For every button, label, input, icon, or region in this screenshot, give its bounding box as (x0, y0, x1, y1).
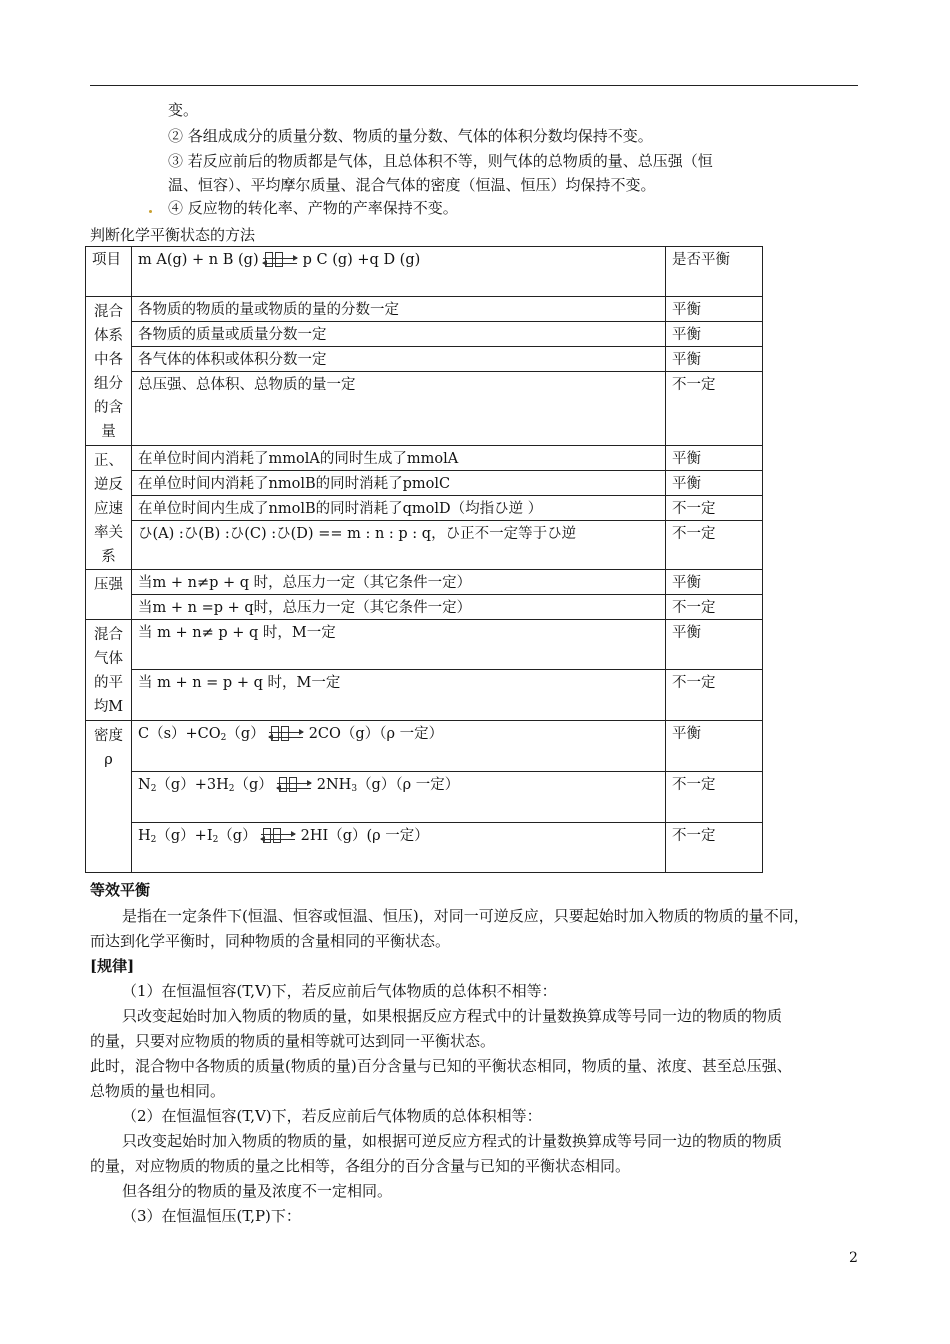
formula-part: （g） (218, 828, 257, 844)
header-rule (90, 85, 858, 86)
table-row (86, 297, 763, 322)
table-title: 判断化学平衡状态的方法 (90, 226, 256, 244)
table-row (86, 496, 763, 521)
formula-part: （g）+I (156, 828, 213, 844)
header-item: 项目 (86, 247, 132, 297)
equilibrium-judgement-table (85, 246, 763, 873)
definition-text: 而达到化学平衡时，同种物质的含量相同的平衡状态。 (90, 932, 451, 950)
table-row (86, 471, 763, 496)
result-cell: 不一定 (666, 595, 763, 620)
rule-heading: [规律] (90, 957, 135, 975)
formula-part: 2CO（g）（ρ 一定） (308, 726, 444, 742)
rule-text: 总物质的量也相同。 (90, 1082, 226, 1100)
text-line: ④ 反应物的转化率、产物的产率保持不变。 (168, 199, 458, 217)
result-cell: 平衡 (666, 721, 763, 772)
text-line: ③ 若反应前后的物质都是气体，且总体积不等，则气体的总物质的量、总压强（恒 (168, 152, 713, 170)
category-content: 混合体系中各组分的含量 (86, 297, 132, 446)
result-cell: 平衡 (666, 620, 763, 670)
table-row (86, 823, 763, 873)
formula-part: N (138, 777, 151, 793)
rule-text: 只改变起始时加入物质的物质的量，如果根据反应方程式中的计量数换算成等号同一边的物质的物质 (122, 1007, 783, 1025)
condition-cell: 在单位时间内生成了nmolB的同时消耗了qmolD（均指ひ逆 ） (132, 496, 666, 521)
definition-text: 是指在一定条件下(恒温、恒容或恒温、恒压)，对同一可逆反应，只要起始时加入物质的物质的量不同， (122, 907, 809, 925)
header-equation (132, 247, 666, 297)
result-cell: 平衡 (666, 471, 763, 496)
subscript: 2 (212, 835, 219, 845)
rule-title: （3）在恒温恒压(T,P)下： (122, 1207, 301, 1225)
subscript: 2 (150, 784, 157, 794)
table-row (86, 772, 763, 823)
category-molar-mass: 混合气体的平均M (86, 620, 132, 721)
table-row (86, 721, 763, 772)
category-density-label: 密度 (94, 728, 123, 744)
subscript: 3 (351, 784, 358, 794)
formula-part: 2HI（g）(ρ 一定） (300, 828, 429, 844)
rule-title: （1）在恒温恒容(T,V)下，若反应前后气体物质的总体积不相等： (122, 982, 557, 1000)
table-row (86, 570, 763, 595)
reversible-arrow-icon (269, 726, 305, 742)
condition-cell: ひ(A) :ひ(B) :ひ(C) :ひ(D) == m : n : p : q，ひ正不一定等于ひ逆 (132, 521, 666, 570)
condition-cell (132, 721, 666, 772)
formula-part: （g）（ρ 一定） (357, 777, 460, 793)
category-rate: 正、逆反应速率关系 (86, 446, 132, 570)
category-density-symbol: ρ (104, 752, 113, 768)
condition-cell (132, 823, 666, 873)
formula-part: （g）+3H (156, 777, 229, 793)
result-cell: 不一定 (666, 772, 763, 823)
subscript: 2 (150, 835, 157, 845)
result-cell: 平衡 (666, 570, 763, 595)
rule-text: 只改变起始时加入物质的物质的量，如根据可逆反应方程式的计量数换算成等号同一边的物质的物质 (122, 1132, 783, 1150)
result-cell: 平衡 (666, 297, 763, 322)
formula-part: C（s）+CO (138, 726, 221, 742)
category-density (86, 721, 132, 873)
text-line: ② 各组成成分的质量分数、物质的量分数、气体的体积分数均保持不变。 (168, 127, 653, 145)
decor-dot (149, 210, 152, 213)
rule-text: 但各组分的物质的量及浓度不一定相同。 (122, 1182, 393, 1200)
equation-right: p C (g) +q D (g) (302, 252, 421, 268)
table-row (86, 372, 763, 446)
condition-cell: 各物质的物质的量或物质的量的分数一定 (132, 297, 666, 322)
table-header-row (86, 247, 763, 297)
equation-left: m A(g) + n B (g) (138, 252, 259, 268)
formula-part: （g） (234, 777, 273, 793)
category-pressure: 压强 (86, 570, 132, 620)
condition-cell: 总压强、总体积、总物质的量一定 (132, 372, 666, 446)
reversible-arrow-icon (263, 252, 299, 268)
text-line: 温、恒容）、平均摩尔质量、混合气体的密度（恒温、恒压）均保持不变。 (168, 176, 656, 194)
rule-title: （2）在恒温恒容(T,V)下，若反应前后气体物质的总体积相等： (122, 1107, 542, 1125)
table-row (86, 595, 763, 620)
table-row (86, 446, 763, 471)
subscript: 2 (220, 733, 227, 743)
result-cell: 平衡 (666, 446, 763, 471)
formula-part: 2NH (316, 777, 352, 793)
table-row (86, 620, 763, 670)
formula-part: （g） (226, 726, 265, 742)
result-cell: 不一定 (666, 823, 763, 873)
rule-text: 的量，对应物质的物质的量之比相等，各组分的百分含量与已知的平衡状态相同。 (90, 1157, 631, 1175)
condition-cell: 当 m + n≠ p + q 时，M一定 (132, 620, 666, 670)
section-heading: 等效平衡 (90, 881, 151, 899)
table-row (86, 322, 763, 347)
reversible-arrow-icon (261, 828, 297, 844)
result-cell: 平衡 (666, 322, 763, 347)
result-cell: 不一定 (666, 496, 763, 521)
rule-text: 的量，只要对应物质的物质的量相等就可达到同一平衡状态。 (90, 1032, 496, 1050)
table-row (86, 670, 763, 721)
condition-cell: 各物质的质量或质量分数一定 (132, 322, 666, 347)
condition-cell: 在单位时间内消耗了nmolB的同时消耗了pmolC (132, 471, 666, 496)
reversible-arrow-icon (277, 777, 313, 793)
header-result: 是否平衡 (666, 247, 763, 297)
result-cell: 不一定 (666, 521, 763, 570)
table-row (86, 521, 763, 570)
condition-cell: 当 m + n = p + q 时，M一定 (132, 670, 666, 721)
formula-part: H (138, 828, 151, 844)
condition-cell: 各气体的体积或体积分数一定 (132, 347, 666, 372)
table-row (86, 347, 763, 372)
result-cell: 平衡 (666, 347, 763, 372)
condition-cell: 在单位时间内消耗了mmolA的同时生成了mmolA (132, 446, 666, 471)
result-cell: 不一定 (666, 670, 763, 721)
subscript: 2 (228, 784, 235, 794)
condition-cell: 当m + n≠p + q 时，总压力一定（其它条件一定） (132, 570, 666, 595)
condition-cell: 当m + n =p + q时，总压力一定（其它条件一定） (132, 595, 666, 620)
condition-cell (132, 772, 666, 823)
result-cell: 不一定 (666, 372, 763, 446)
page-number: 2 (849, 1250, 858, 1266)
text-line: 变。 (168, 101, 199, 119)
rule-text: 此时，混合物中各物质的质量(物质的量)百分含量与已知的平衡状态相同，物质的量、浓度、甚至总压强、 (90, 1057, 792, 1075)
